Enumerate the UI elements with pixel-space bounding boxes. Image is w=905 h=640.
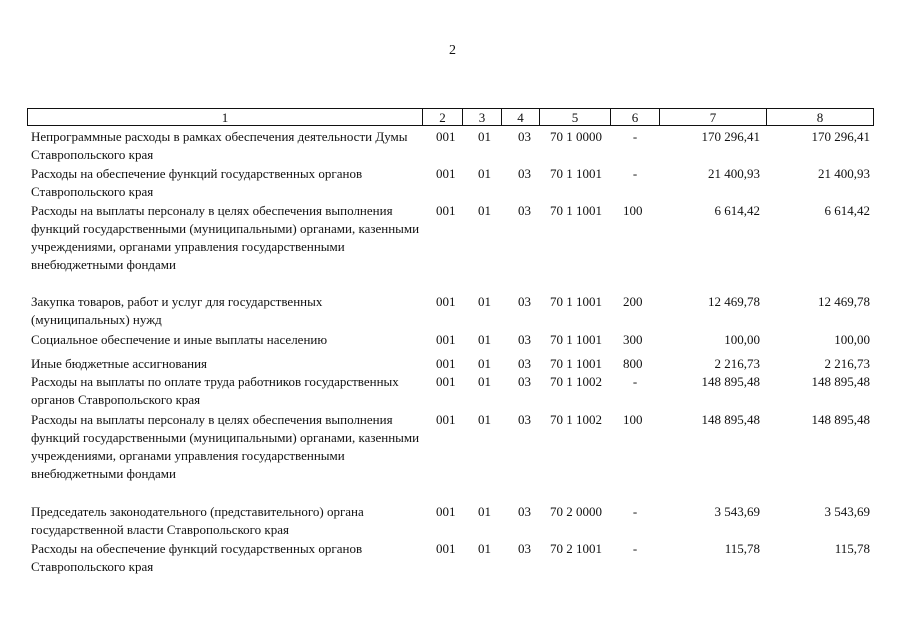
subsection-code: 03 <box>518 541 531 556</box>
expense-type: 300 <box>623 332 643 347</box>
subsection-code: 03 <box>518 356 531 371</box>
header-col-3: 3 <box>463 109 502 126</box>
subsection-code: 03 <box>518 412 531 427</box>
ministry-code: 001 <box>436 504 456 519</box>
subsection-code: 03 <box>518 504 531 519</box>
amount-year-1: 21 400,93 <box>708 166 760 181</box>
page-number: 2 <box>449 43 456 58</box>
expense-name: Расходы на выплаты персоналу в целях обеспечения выполнения функций государственными (муниципальными) органами, казенными учреждениями, органами управления государственными внебюджетными фондами <box>31 203 420 272</box>
subsection-code: 03 <box>518 374 531 389</box>
expense-type: 800 <box>623 356 643 371</box>
amount-year-1: 3 543,69 <box>714 504 760 519</box>
expense-type: - <box>632 374 638 389</box>
amount-year-2: 100,00 <box>834 332 870 347</box>
target-article: 70 2 0000 <box>550 504 602 519</box>
section-code: 01 <box>478 504 491 519</box>
ministry-code: 001 <box>436 412 456 427</box>
amount-year-2: 148 895,48 <box>811 412 870 427</box>
expense-name: Иные бюджетные ассигнования <box>31 356 208 371</box>
section-code: 01 <box>478 166 491 181</box>
amount-year-2: 12 469,78 <box>818 294 870 309</box>
amount-year-1: 2 216,73 <box>714 356 760 371</box>
section-code: 01 <box>478 294 491 309</box>
expense-name: Расходы на обеспечение функций государственных органов Ставропольского края <box>31 541 363 574</box>
ministry-code: 001 <box>436 203 456 218</box>
column-number-header <box>27 108 874 126</box>
expense-name: Расходы на обеспечение функций государственных органов Ставропольского края <box>31 166 363 199</box>
subsection-code: 03 <box>518 203 531 218</box>
amount-year-1: 148 895,48 <box>701 412 760 427</box>
expense-type: - <box>632 504 638 519</box>
amount-year-2: 2 216,73 <box>824 356 870 371</box>
section-code: 01 <box>478 129 491 144</box>
ministry-code: 001 <box>436 129 456 144</box>
subsection-code: 03 <box>518 129 531 144</box>
amount-year-2: 115,78 <box>834 541 870 556</box>
subsection-code: 03 <box>518 332 531 347</box>
target-article: 70 1 1001 <box>550 356 602 371</box>
header-row <box>28 109 874 126</box>
amount-year-1: 12 469,78 <box>708 294 760 309</box>
expense-name: Расходы на выплаты по оплате труда работников государственных органов Ставропольского края <box>31 374 399 407</box>
amount-year-1: 6 614,42 <box>714 203 760 218</box>
target-article: 70 1 1002 <box>550 412 602 427</box>
expense-type: 100 <box>623 412 643 427</box>
expense-name: Социальное обеспечение и иные выплаты населению <box>31 332 328 347</box>
target-article: 70 1 1001 <box>550 166 602 181</box>
header-col-7: 7 <box>660 109 767 126</box>
header-col-5: 5 <box>540 109 611 126</box>
section-code: 01 <box>478 541 491 556</box>
expense-type: - <box>632 166 638 181</box>
amount-year-1: 170 296,41 <box>701 129 760 144</box>
subsection-code: 03 <box>518 294 531 309</box>
header-col-2: 2 <box>423 109 463 126</box>
target-article: 70 1 1001 <box>550 332 602 347</box>
ministry-code: 001 <box>436 541 456 556</box>
section-code: 01 <box>478 412 491 427</box>
header-col-1: 1 <box>28 109 423 126</box>
target-article: 70 1 1001 <box>550 294 602 309</box>
subsection-code: 03 <box>518 166 531 181</box>
expense-name: Непрограммные расходы в рамках обеспечения деятельности Думы Ставропольского края <box>31 129 408 162</box>
header-col-6: 6 <box>611 109 660 126</box>
amount-year-1: 115,78 <box>724 541 760 556</box>
target-article: 70 2 1001 <box>550 541 602 556</box>
expense-type: 100 <box>623 203 643 218</box>
section-code: 01 <box>478 374 491 389</box>
ministry-code: 001 <box>436 166 456 181</box>
amount-year-2: 170 296,41 <box>811 129 870 144</box>
expense-name: Расходы на выплаты персоналу в целях обеспечения выполнения функций государственными (муниципальными) органами, казенными учреждениями, органами управления государственными внебюджетными фондами <box>31 412 420 481</box>
amount-year-2: 148 895,48 <box>811 374 870 389</box>
target-article: 70 1 1002 <box>550 374 602 389</box>
section-code: 01 <box>478 356 491 371</box>
target-article: 70 1 1001 <box>550 203 602 218</box>
amount-year-2: 3 543,69 <box>824 504 870 519</box>
ministry-code: 001 <box>436 332 456 347</box>
amount-year-2: 6 614,42 <box>824 203 870 218</box>
header-col-4: 4 <box>502 109 540 126</box>
expense-name: Закупка товаров, работ и услуг для государственных (муниципальных) нужд <box>31 294 323 327</box>
header-col-8: 8 <box>767 109 874 126</box>
section-code: 01 <box>478 203 491 218</box>
ministry-code: 001 <box>436 356 456 371</box>
ministry-code: 001 <box>436 294 456 309</box>
amount-year-1: 148 895,48 <box>701 374 760 389</box>
section-code: 01 <box>478 332 491 347</box>
expense-type: - <box>632 129 638 144</box>
expense-type: - <box>632 541 638 556</box>
expense-type: 200 <box>623 294 643 309</box>
amount-year-1: 100,00 <box>724 332 760 347</box>
expense-name: Председатель законодательного (представительного) органа государственной власти Ставропольского края <box>31 504 364 537</box>
ministry-code: 001 <box>436 374 456 389</box>
amount-year-2: 21 400,93 <box>818 166 870 181</box>
target-article: 70 1 0000 <box>550 129 602 144</box>
